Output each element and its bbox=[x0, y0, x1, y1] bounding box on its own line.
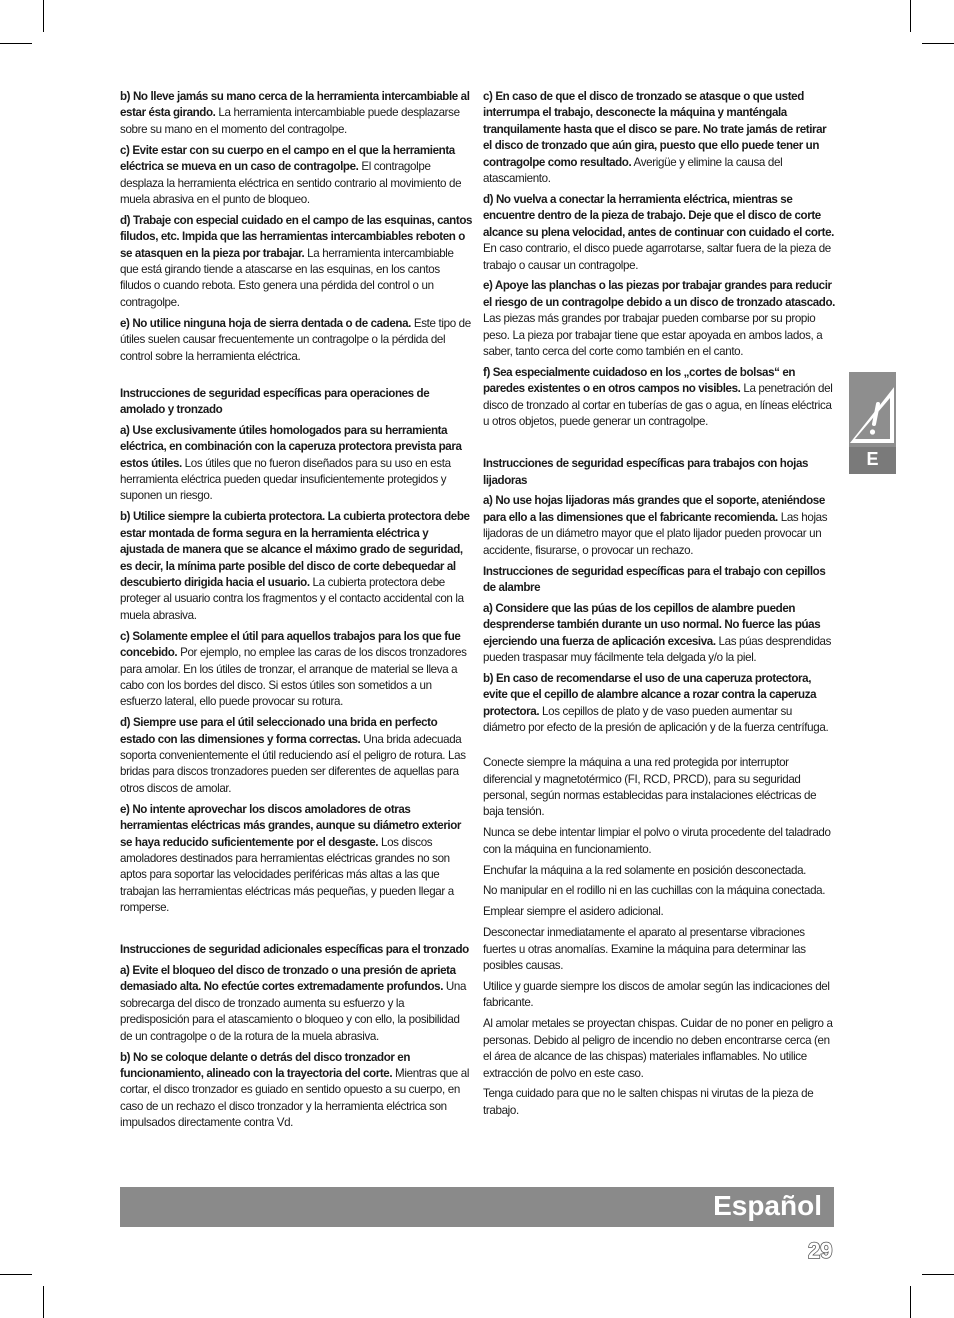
language-title: Español bbox=[713, 1190, 822, 1221]
safety-paragraph: a) Use exclusivamente útiles homologados para su herramienta eléctrica, en combinación con la caperuza protectora prevista para estos útiles. Los útiles que no fueron diseñados para su uso en esta herramienta eléctrica pueden quedar insuficientemente protegidos y suponen un riesgo. bbox=[120, 423, 462, 503]
safety-paragraph: a) Considere que las púas de los cepillos de alambre pueden desprenderse también durante un uso normal. No fuerce las púas ejerciendo una fuerza de aplicación excesiva. Las púas desprendidas pueden traspasar muy fácilmente tela delgada y/o la piel. bbox=[483, 601, 832, 665]
general-instruction: Desconectar inmediatamente el aparato al presentarse vibraciones fuertes u otras anomalías. Examine la máquina para determinar las posibles causas. bbox=[483, 926, 806, 973]
safety-paragraph: c) Evite estar con su cuerpo en el campo en el que la herramienta eléctrica se mueva en un caso de contragolpe. El contragolpe desplaza la herramienta eléctrica en sentido contrario al movimiento de muela abrasiva en el punto de bloqueo. bbox=[120, 143, 462, 206]
general-instruction: No manipular en el rodillo ni en las cuchillas con la máquina conectada. bbox=[483, 884, 826, 898]
general-instruction: Utilice y guarde siempre los discos de amolar según las indicaciones del fabricante. bbox=[483, 980, 830, 1010]
safety-paragraph: d) Trabaje con especial cuidado en el campo de las esquinas, cantos filudos, etc. Impida que las herramientas intercambiables reboten o se atasquen en la pieza por trabajar. La herramienta intercambiable que está girando tiende a atascarse en las esquinas, en los cantos filudos o cuando rebota. Esto genera una pérdida del control o un contragolpe. bbox=[120, 213, 473, 309]
general-instruction: Conecte siempre la máquina a una red protegida por interruptor diferencial y magnetotérmico (FI, RCD, PRCD), para su seguridad personal, según normas establecidas para instalaciones eléctricas de baja tensión. bbox=[483, 756, 817, 819]
crop-mark bbox=[0, 1274, 32, 1275]
section-heading: Instrucciones de seguridad específicas para trabajos con hojas lijadoras bbox=[483, 457, 809, 487]
general-instruction: Nunca se debe intentar limpiar el polvo o viruta procedente del taladrado con la máquina en funcionamiento. bbox=[483, 826, 831, 856]
crop-mark bbox=[922, 1274, 954, 1275]
general-instruction: Tenga cuidado para que no le salten chispas ni virutas de la pieza de trabajo. bbox=[483, 1087, 814, 1117]
section-heading: Instrucciones de seguridad específicas para el trabajo con cepillos de alambre bbox=[483, 564, 826, 594]
language-side-tab bbox=[849, 372, 896, 474]
section-heading: Instrucciones de seguridad adicionales específicas para el tronzado bbox=[120, 943, 469, 957]
safety-paragraph: b) En caso de recomendarse el uso de una caperuza protectora, evite que el cepillo de alambre alcance a rozar contra la caperuza protectora. Los cepillos de plato y de vaso pueden aumentar su diámetro por efecto de la presión de aplicación y de la fuerza centrífuga. bbox=[483, 672, 829, 735]
safety-paragraph: e) Apoye las planchas o las piezas por trabajar grandes para reducir el riesgo de un contragolpe debido a un disco de tronzado atascado. Las piezas más grandes por trabajar pueden combarse por su propio peso. La pieza por trabajar tiene que estar apoyada en ambos lados, a saber, tanto cerca del corte como también en el canto. bbox=[483, 279, 835, 359]
general-instruction: Emplear siempre el asidero adicional. bbox=[483, 905, 664, 919]
safety-paragraph: a) No use hojas lijadoras más grandes que el soporte, ateniéndose para ello a las dimensiones que el fabricante recomienda. Las hojas lijadoras de un diámetro mayor que el plato lijador pueden provocar un accidente, fisurarse, o provocar un rechazo. bbox=[483, 494, 828, 557]
safety-paragraph: e) No utilice ninguna hoja de sierra dentada o de cadena. Este tipo de útiles suelen causar frecuentemente un contragolpe o la pérdida del control sobre la herramienta eléctrica. bbox=[120, 316, 471, 363]
language-letter: E bbox=[866, 449, 879, 469]
section-heading: Instrucciones de seguridad específicas para operaciones de amolado y tronzado bbox=[120, 386, 430, 416]
safety-paragraph: b) No lleve jamás su mano cerca de la herramienta intercambiable al estar ésta girando. La herramienta intercambiable puede desplazarse sobre su mano en el momento del contragolpe. bbox=[120, 90, 470, 136]
crop-mark bbox=[910, 0, 911, 32]
general-instruction: Al amolar metales se proyectan chispas. Cuidar de no poner en peligro a personas. Debido al peligro de incendio no deben encontrarse cerca (en el área de alcance de las chispas) materiales inflamables. No utilice extracción de polvo en este caso. bbox=[483, 1017, 833, 1080]
safety-paragraph: b) Utilice siempre la cubierta protectora. La cubierta protectora debe estar montada de forma segura en la herramienta eléctrica y ajustada de manera que se alcance el máximo grado de seguridad, es decir, la mínima parte posible del disco de corte debequedar al descubierto dirigida hacia el usuario. La cubierta protectora debe proteger al usuario contra los fragmentos y el contacto accidental con la muela abrasiva. bbox=[120, 510, 470, 622]
safety-paragraph: d) No vuelva a conectar la herramienta eléctrica, mientras se encuentre dentro de la pieza de trabajo. Deje que el disco de corte alcance su plena velocidad, antes de continuar con cuidado el corte. En caso contrario, el disco puede agarrotarse, saltar fuera de la pieza de trabajo o causar un contragolpe. bbox=[483, 192, 834, 272]
crop-mark bbox=[910, 1286, 911, 1318]
crop-mark bbox=[922, 43, 954, 44]
general-instruction: Enchufar la máquina a la red solamente en posición desconectada. bbox=[483, 863, 807, 877]
language-footer-bar bbox=[120, 1187, 834, 1227]
safety-paragraph: f) Sea especialmente cuidadoso en los „cortes de bolsas“ en paredes existentes o en otros campos no visibles. La penetración del disco de tronzado al cortar en tuberías de gas o agua, en líneas eléctrica u otros objetos, puede generar un contragolpe. bbox=[483, 366, 833, 429]
safety-paragraph: c) Solamente emplee el útil para aquellos trabajos para los que fue concebido. Por ejemplo, no emplee las caras de los discos tronzadores para amolar. En los útiles de tronzar, el arranque de material se lleva a cabo con los bordes del disco. Si estos útiles son sometidos a un esfuerzo lateral, ello puede provocar su rotura. bbox=[120, 629, 467, 709]
safety-paragraph: a) Evite el bloqueo del disco de tronzado o una presión de aprieta demasiado alta. No efectúe cortes extremadamente profundos. Una sobrecarga del disco de tronzado aumenta su esfuerzo y la predisposición para el atascamiento o bloqueo y con ello, la posibilidad de un contragolpe o de la rotura de la muela abrasiva. bbox=[120, 964, 467, 1043]
safety-paragraph: c) En caso de que el disco de tronzado se atasque o que usted interrumpa el trabajo, desconecte la máquina y manténgala tranquilamente hasta que el disco se pare. No trate jamás de retirar el disco de tronzado que aún gira, puesto que ello puede tener un contragolpe como resultado. Averigüe y elimine la causa del atascamiento. bbox=[483, 90, 827, 186]
safety-paragraph: d) Siempre use para el útil seleccionado una brida en perfecto estado con las dimensiones y forma correctas. Una brida adecuada soporta convenientemente el útil reduciendo así el peligro de rotura. Las bridas para discos tronzadores pueden ser diferentes de aquellas para otros discos de amolar. bbox=[120, 716, 466, 795]
left-column bbox=[120, 89, 473, 1136]
crop-mark bbox=[43, 0, 44, 32]
safety-paragraph: e) No intente aprovechar los discos amoladores de otras herramientas eléctricas más grandes, aunque su diámetro exterior se haya reducido suficientemente por el desgaste. Los discos amoladores destinados para herramientas eléctricas grandes no son aptos para soportar las velocidades periféricas más altas a las que trabajan las herramientas eléctricas más pequeñas, y pueden llegar a romperse. bbox=[120, 802, 462, 915]
safety-paragraph: b) No se coloque delante o detrás del disco tronzador en funcionamiento, alineado con la trayectoria del corte. Mientras que al cortar, el disco tronzador es guiado en sentido opuesto a su cuerpo, en caso de un rechazo el disco tronzador y la herramienta eléctrica son impulsados directamente contra Vd. bbox=[120, 1050, 470, 1130]
right-column bbox=[483, 89, 836, 1124]
warning-triangle-icon bbox=[849, 372, 896, 447]
crop-mark bbox=[0, 43, 32, 44]
crop-mark bbox=[43, 1286, 44, 1318]
page-number: 29 bbox=[808, 1238, 833, 1263]
